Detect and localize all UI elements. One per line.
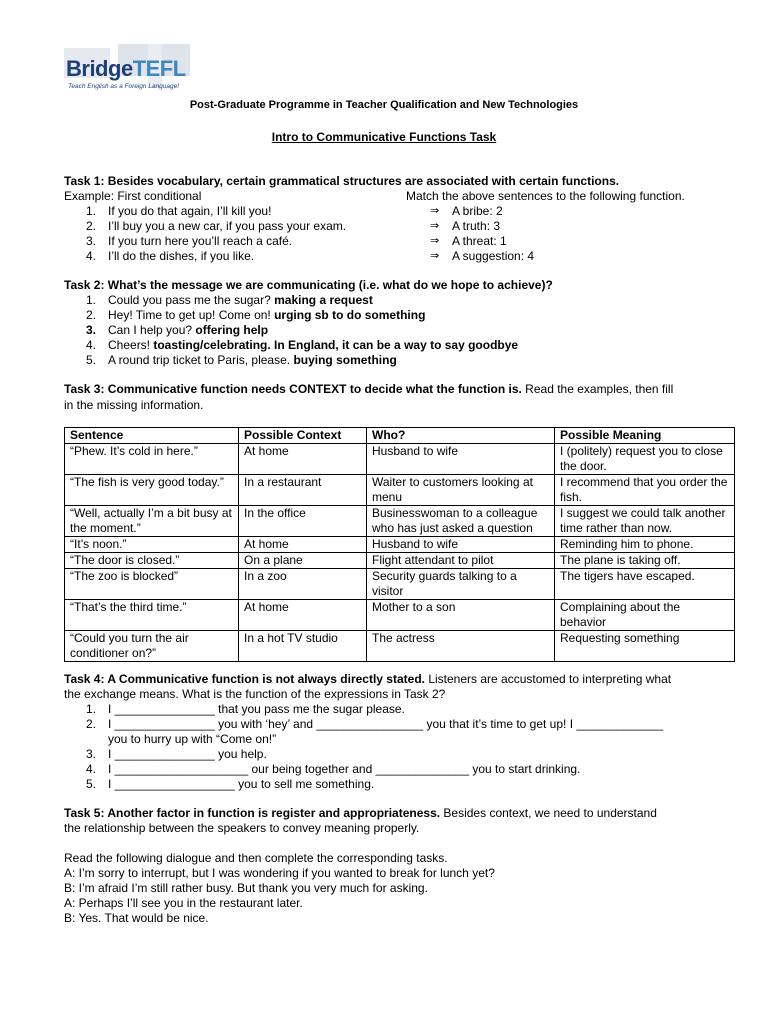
item-number: 3. <box>85 234 96 248</box>
task1-example-label: Example: First conditional <box>64 189 202 203</box>
item-number: 4. <box>85 338 96 352</box>
implies-arrow-icon: ⇒ <box>430 220 440 232</box>
implies-arrow-icon: ⇒ <box>430 205 440 217</box>
cell-who: Businesswoman to a colleague who has just asked a question <box>367 506 555 537</box>
column-header-who: Who? <box>367 428 555 444</box>
task4-heading <box>64 672 671 687</box>
table-row <box>65 631 735 662</box>
cell-context: At home <box>239 537 367 553</box>
task5-heading <box>64 806 657 821</box>
item-text: I __________________ you to sell me something. <box>108 777 375 791</box>
column-header-meaning: Possible Meaning <box>555 428 735 444</box>
cell-sentence: “Could you turn the air conditioner on?” <box>65 631 239 662</box>
dialogue-line: B: I’m afraid I’m still rather busy. But thank you very much for asking. <box>64 881 428 895</box>
item-text: Can I help you? <box>108 323 196 337</box>
cell-who: Husband to wife <box>367 444 555 475</box>
programme-title: Post-Graduate Programme in Teacher Qualification and New Technologies <box>189 99 579 111</box>
item-number: 5. <box>85 777 96 791</box>
context-table <box>64 427 735 662</box>
item-text: I _______________ you help. <box>108 747 267 761</box>
logo-brand-tefl: TEFL <box>132 56 186 81</box>
task3-heading <box>64 382 673 397</box>
cell-meaning: Complaining about the behavior <box>555 600 735 631</box>
function-text: A bribe: 2 <box>452 204 503 218</box>
cell-meaning: The tigers have escaped. <box>555 569 735 600</box>
task5-heading-line2: the relationship between the speakers to convey meaning properly. <box>64 821 420 835</box>
column-header-context: Possible Context <box>239 428 367 444</box>
item-content <box>108 338 518 353</box>
cell-context: In a hot TV studio <box>239 631 367 662</box>
implies-arrow-icon: ⇒ <box>430 250 440 262</box>
implies-arrow-icon: ⇒ <box>430 235 440 247</box>
task3-heading-line2: in the missing information. <box>64 398 204 412</box>
item-text: I _______________ you with ‘hey’ and ________________ you that it’s time to get up! I _____________ <box>108 717 664 731</box>
dialogue-line: A: I’m sorry to interrupt, but I was wondering if you wanted to break for lunch yet? <box>64 866 495 880</box>
item-number: 3. <box>85 323 96 337</box>
item-text: I’ll do the dishes, if you like. <box>108 249 255 263</box>
cell-meaning: I recommend that you order the fish. <box>555 475 735 506</box>
task5-intro: Read the following dialogue and then complete the corresponding tasks. <box>64 851 448 865</box>
cell-meaning: I suggest we could talk another time rather than now. <box>555 506 735 537</box>
cell-meaning: Requesting something <box>555 631 735 662</box>
function-text: A threat: 1 <box>452 234 507 248</box>
table-row <box>65 569 735 600</box>
cell-sentence: “The zoo is blocked” <box>65 569 239 600</box>
task4-heading-rest: Listeners are accustomed to interpreting what <box>424 672 672 686</box>
task2-heading: Task 2: What’s the message we are communicating (i.e. what do we hope to achieve)? <box>64 278 553 292</box>
item-content <box>108 353 397 368</box>
item-answer: urging sb to do something <box>274 308 426 322</box>
item-text: If you do that again, I’ll kill you! <box>108 204 272 218</box>
cell-context: In a restaurant <box>239 475 367 506</box>
item-text: I ____________________ our being together and ______________ you to start drinking. <box>108 762 581 776</box>
task5-heading-rest: Besides context, we need to understand <box>440 806 657 820</box>
item-text: I _______________ that you pass me the sugar please. <box>108 702 405 716</box>
logo-brand-bridge: Bridge <box>66 56 133 81</box>
dialogue-line: B: Yes. That would be nice. <box>64 911 209 925</box>
cell-who: Flight attendant to pilot <box>367 553 555 569</box>
cell-context: At home <box>239 600 367 631</box>
item-text: Cheers! <box>108 338 154 352</box>
item-number: 1. <box>85 293 96 307</box>
cell-sentence: “It’s noon.” <box>65 537 239 553</box>
cell-context: In the office <box>239 506 367 537</box>
item-answer: toasting/celebrating. In England, it can be a way to say goodbye <box>153 338 519 352</box>
cell-context: On a plane <box>239 553 367 569</box>
task1-heading: Task 1: Besides vocabulary, certain grammatical structures are associated with certain functions. <box>64 174 620 188</box>
table-row <box>65 475 735 506</box>
item-answer: buying something <box>293 353 397 367</box>
task4-heading-bold: Task 4: A Communicative function is not always directly stated. <box>64 672 425 686</box>
item-text: you to hurry up with “Come on!” <box>108 732 277 746</box>
cell-who: Husband to wife <box>367 537 555 553</box>
item-text: If you turn here you’ll reach a café. <box>108 234 293 248</box>
task5-heading-bold: Task 5: Another factor in function is register and appropriateness. <box>64 806 441 820</box>
task3-heading-bold: Task 3: Communicative function needs CONTEXT to decide what the function is. <box>64 382 522 396</box>
table-header-row <box>65 428 735 444</box>
item-content <box>108 323 268 338</box>
task4-heading-line2: the exchange means. What is the function of the expressions in Task 2? <box>64 687 446 701</box>
item-number: 2. <box>85 308 96 322</box>
item-answer: offering help <box>195 323 269 337</box>
item-number: 1. <box>85 702 96 716</box>
cell-meaning: I (politely) request you to close the door. <box>555 444 735 475</box>
column-header-sentence: Sentence <box>65 428 239 444</box>
cell-who: Mother to a son <box>367 600 555 631</box>
item-number: 2. <box>85 219 96 233</box>
item-number: 2. <box>85 717 96 731</box>
item-number: 1. <box>85 204 96 218</box>
table-row <box>65 444 735 475</box>
item-text: I’ll buy you a new car, if you pass your exam. <box>108 219 347 233</box>
cell-who: Waiter to customers looking at menu <box>367 475 555 506</box>
cell-meaning: The plane is taking off. <box>555 553 735 569</box>
cell-sentence: “The fish is very good today.” <box>65 475 239 506</box>
cell-sentence: “Well, actually I’m a bit busy at the moment.” <box>65 506 239 537</box>
item-number: 4. <box>85 249 96 263</box>
table-row <box>65 537 735 553</box>
item-number: 3. <box>85 747 96 761</box>
cell-sentence: “Phew. It’s cold in here.” <box>65 444 239 475</box>
task3-heading-rest: Read the examples, then fill <box>521 382 674 396</box>
cell-context: In a zoo <box>239 569 367 600</box>
table-row <box>65 553 735 569</box>
cell-context: At home <box>239 444 367 475</box>
item-text: Hey! Time to get up! Come on! <box>108 308 275 322</box>
dialogue-line: A: Perhaps I’ll see you in the restaurant later. <box>64 896 303 910</box>
cell-sentence: “That’s the third time.” <box>65 600 239 631</box>
bridgetefl-logo <box>62 44 192 96</box>
logo-tagline: Teach English as a Foreign Language! <box>68 83 180 90</box>
function-text: A truth: 3 <box>452 219 501 233</box>
item-content <box>108 308 425 323</box>
function-text: A suggestion: 4 <box>452 249 535 263</box>
task1-match-label: Match the above sentences to the following function. <box>406 189 685 203</box>
item-text: Could you pass me the sugar? <box>108 293 275 307</box>
page-title: Intro to Communicative Functions Task <box>271 130 497 144</box>
item-answer: making a request <box>274 293 373 307</box>
logo-wordmark <box>66 56 186 82</box>
item-number: 5. <box>85 353 96 367</box>
cell-who: Security guards talking to a visitor <box>367 569 555 600</box>
table-row <box>65 506 735 537</box>
cell-who: The actress <box>367 631 555 662</box>
cell-meaning: Reminding him to phone. <box>555 537 735 553</box>
item-text: A round trip ticket to Paris, please. <box>108 353 294 367</box>
cell-sentence: “The door is closed.” <box>65 553 239 569</box>
item-content <box>108 293 373 308</box>
table-row <box>65 600 735 631</box>
item-number: 4. <box>85 762 96 776</box>
